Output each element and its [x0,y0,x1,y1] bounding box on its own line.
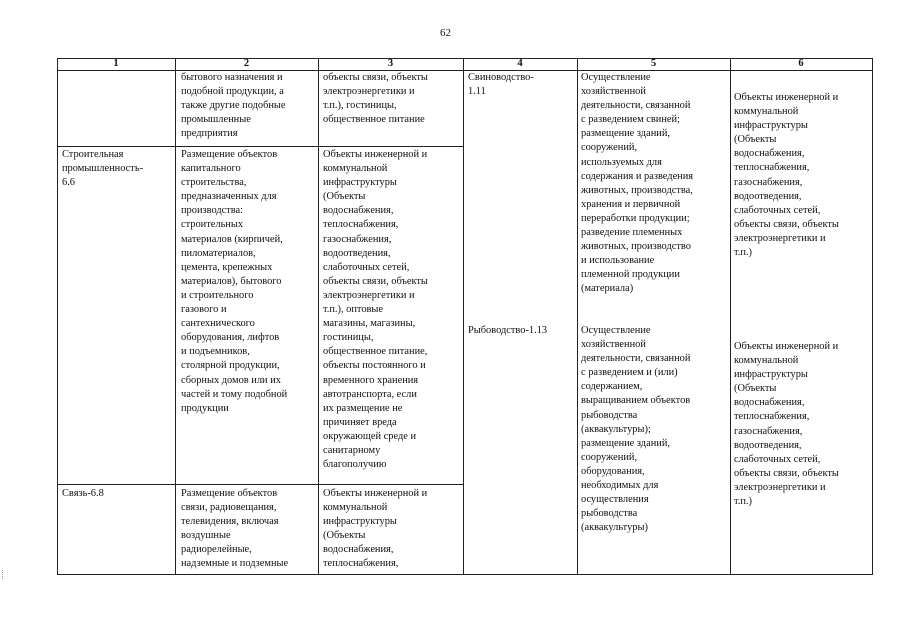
column-header-3: 3 [387,58,394,69]
cell-r0-c3: объекты связи, объекты электроэнергетики и т.п.), гостиницы, общественное питание [323,72,428,126]
page-number: 62 [440,27,451,39]
zoning-table [57,58,873,575]
column-divider [730,58,731,575]
column-divider [57,58,58,575]
cell-r2-c2: Размещение объектов связи, радиовещания, телевидения, включая воздушные радиорелейные, надземные и подземные [181,488,289,570]
cell-r0-c4: Свиноводство- 1.11 [468,72,534,98]
cell-r0-c5: Осуществление хозяйственной деятельности, связанной с разведением свиней; размещение зданий, сооружений, используемых для содержания и разведения животных, производства, хранения и первичной переработки продукции; разведение племенных животных, производство и использование племенной продукции (материала) [581,72,694,295]
scan-margin-mark [2,570,9,579]
column-header-6: 6 [798,58,804,69]
cell-r0-c2: бытового назначения и подобной продукции, а также другие подобные промышленные предприятия [181,72,286,140]
column-header-5: 5 [650,58,657,69]
column-divider [175,58,176,575]
cell-r1-c4: Рыбоводство-1.13 [468,325,548,336]
cell-r2-c1: Связь-6.8 [62,488,104,499]
cell-r1-c2: Размещение объектов капитального строительства, предназначенных для производства: строительных материалов (кирпичей, пиломатериалов, цемента, крепежных материалов), бытового и строительного газового и сантехнического оборудования, лифтов и подъемников, столярной продукции, сборных домов или их частей и тому подобной продукции [181,149,288,414]
column-divider [318,58,319,575]
column-header-1: 1 [113,58,119,69]
row-divider [57,484,463,485]
cell-r1-c5: Осуществление хозяйственной деятельности, связанной с разведением и (или) содержанием, выращиванием объектов рыбоводства (аквакультуры); размещение зданий, сооружений, оборудования, необходимых для осуществления рыбоводства (аквакультуры) [581,325,691,534]
cell-r2-c3: Объекты инженерной и коммунальной инфраструктуры (Объекты водоснабжения, теплоснабжения, [323,488,428,570]
cell-r1-c1: Строительная промышленность- 6.6 [62,149,144,189]
cell-r1-c3: Объекты инженерной и коммунальной инфраструктуры (Объекты водоснабжения, теплоснабжения, газоснабжения, водоотведения, слаботочных сетей, объекты связи, объекты электроэнергетики и т.п.), оптовые магазины, магазины, гостиницы, общественное питание, объекты постоянного и временного хранения автотранспорта, если их размещение не причиняет вреда окружающей среде и санитарному благополучию [323,149,428,471]
column-header-2: 2 [243,58,250,69]
column-header-4: 4 [517,58,523,69]
cell-r1-c6: Объекты инженерной и коммунальной инфраструктуры (Объекты водоснабжения, теплоснабжения, газоснабжения, водоотведения, слаботочных сетей, объекты связи, объекты электроэнергетики и т.п.) [734,341,839,508]
column-divider [577,58,578,575]
column-divider [463,58,464,575]
header-bottom-border [57,70,873,71]
cell-r0-c6: Объекты инженерной и коммунальной инфраструктуры (Объекты водоснабжения, теплоснабжения, газоснабжения, водоотведения, слаботочных сетей, объекты связи, объекты электроэнергетики и т.п.) [734,92,839,259]
table-bottom-border [57,574,873,575]
row-divider [57,146,463,147]
column-divider [872,58,873,575]
